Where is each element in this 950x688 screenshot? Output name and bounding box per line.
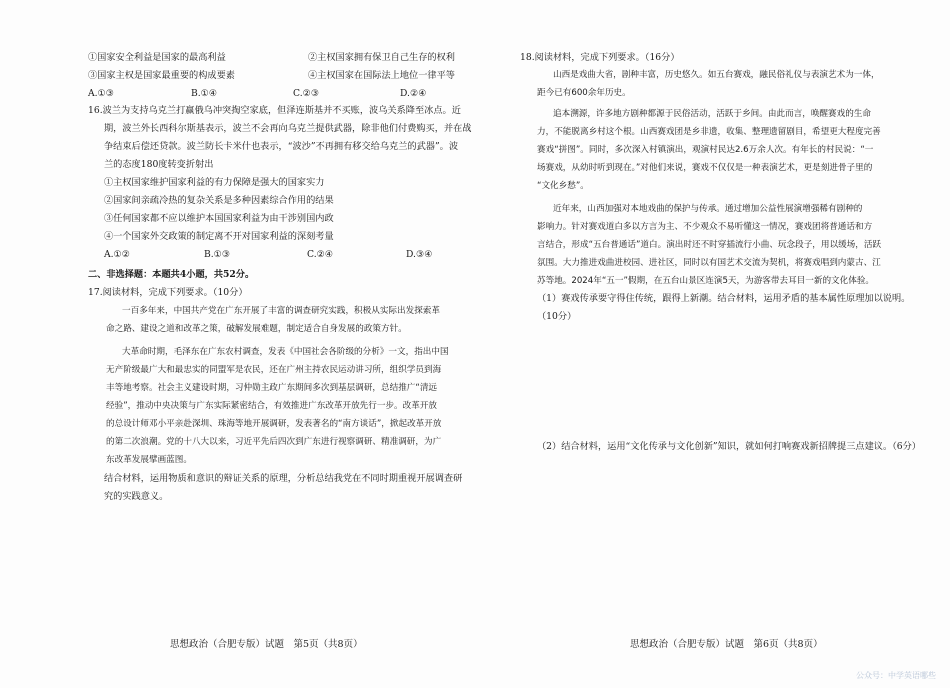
watermark: 公众号：中学英语哪些	[856, 671, 936, 680]
q17-answer-area[interactable]	[104, 510, 464, 625]
q16-stem-line4: 兰的态度180度转变折射出	[104, 159, 214, 170]
q16-item-1: ①主权国家维护国家利益的有力保障是强大的国家实力	[104, 177, 325, 188]
q16-choice-c[interactable]: C.②④	[307, 249, 334, 260]
section-2-heading: 二、非选择题：本题共4小题，共52分。	[88, 269, 255, 280]
q16-stem-line3: 争结束后偿还贷款。波兰防长卡米什也表示，“波沙”不再拥有移交给乌克兰的武器”。波	[104, 141, 459, 152]
q18-sub1-answer-area[interactable]	[537, 330, 917, 435]
q18-para2-line3: 赛戏“拼图”。同时，多次深入村镇演出，观演村民达2.6万余人次。有年长的村民说：“一	[537, 145, 874, 155]
page-5-footer: 思想政治（合肥专版）试题 第5页（共8页）	[170, 639, 363, 650]
q18-sub2-answer-area[interactable]	[537, 460, 917, 625]
q17-title: 17.阅读材料，完成下列要求。（10分）	[88, 287, 248, 298]
q15-item-4: ④主权国家在国际法上地位一律平等	[308, 70, 455, 81]
page-6-footer: 思想政治（合肥专版）试题 第6页（共8页）	[630, 639, 823, 650]
q18-para2-line1: 追本溯源，许多地方剧种都源于民俗活动，活跃于乡间。由此而言，唤醒赛戏的生命	[553, 109, 871, 119]
q18-para1-line2: 距今已有600余年历史。	[537, 88, 631, 98]
q15-item-3: ③国家主权是国家最重要的构成要素	[88, 70, 235, 81]
q16-choice-b[interactable]: B.①③	[204, 249, 231, 260]
q16-item-4: ④一个国家外交政策的制定离不开对国家利益的深刻考量	[104, 231, 334, 242]
q17-para1-line1: 一百多年来，中国共产党在广东开展了丰富的调查研究实践，积极从实际出发探索革	[122, 306, 440, 316]
q18-para3-line1: 近年来，山西加强对本地戏曲的保护与传承。通过增加公益性展演增强稀有剧种的	[553, 204, 863, 214]
q15-choice-c[interactable]: C.②③	[293, 88, 320, 99]
q18-para2-line2: 力，不能脱离乡村这个根。山西赛戏团是乡非遗，收集、整理遗留剧目，希望更大程度完善	[537, 127, 881, 137]
q15-choice-a[interactable]: A.①③	[88, 88, 115, 99]
q16-choice-a[interactable]: A.①②	[104, 249, 131, 260]
q17-para1-line2: 命之路、建设之道和改革之策，破解发展难题，制定适合自身发展的政策方针。	[106, 324, 407, 334]
q16-choice-d[interactable]: D.③④	[406, 249, 433, 260]
q15-item-2: ②主权国家拥有保卫自己生存的权利	[308, 52, 455, 63]
q17-para2-line7: 东改革发展擘画蓝图。	[106, 455, 192, 465]
q17-para2-line3: 丰等地考察。社会主义建设时期，习仲勋主政广东期间多次到基层调研，总结推广“清远	[106, 383, 438, 393]
q18-sub1-line1: （1）赛戏传承要守得住传统，跟得上新潮。结合材料，运用矛盾的基本属性原理加以说明。	[537, 293, 911, 304]
q16-stem-line1: 16.波兰为支持乌克兰打赢俄乌冲突掏空家底，但泽连斯基并不买账，波乌关系降至冰点。近	[88, 105, 461, 116]
q17-para2-line2: 无产阶级最广大和最忠实的同盟军是农民，还在广州主持农民运动讲习所，组织学员到海	[106, 365, 442, 375]
q17-task-line2: 究的实践意义。	[104, 491, 169, 502]
q18-para2-line5: “文化乡愁”。	[537, 181, 589, 191]
q17-task-line1: 结合材料，运用物质和意识的辩证关系的原理，分析总结我党在不同时期重视开展调查研	[104, 473, 463, 484]
q18-sub2: （2）结合材料，运用“文化传承与文化创新”知识，就如何打响赛戏新招牌提三点建议。（6分）	[537, 441, 921, 452]
right-page	[475, 0, 950, 688]
q18-sub1-line2: （10分）	[537, 311, 577, 322]
q17-para2-line6: 的第二次浪潮。党的十八大以来，习近平先后四次到广东进行视察调研、精准调研，为广	[106, 437, 442, 447]
q16-stem-line2: 期，波兰外长西科尔斯基表示，波兰不会再向乌克兰提供武器，除非他们付费购买，并在战	[104, 123, 472, 134]
q18-para1-line1: 山西是戏曲大省，剧种丰富，历史悠久。如五台赛戏，融民俗礼仪与表演艺术为一体，	[553, 70, 880, 80]
q18-para3-line4: 氛围。大力推进戏曲进校园、进社区，同时以有国艺术交流为契机，将赛戏唱到内蒙古、江	[537, 258, 881, 268]
q18-title: 18.阅读材料，完成下列要求。（16分）	[520, 52, 680, 63]
q18-para3-line5: 苏等地。2024年“五一”假期，在五台山景区连演5天，为游客带去耳目一新的文化体验。	[537, 276, 875, 286]
q16-item-3: ③任何国家都不应以维护本国国家利益为由干涉别国内政	[104, 213, 334, 224]
q17-para2-line1: 大革命时期，毛泽东在广东农村调查，发表《中国社会各阶级的分析》一文，指出中国	[122, 347, 449, 357]
q15-item-1: ①国家安全利益是国家的最高利益	[88, 52, 226, 63]
q18-para2-line4: 场赛戏，从幼时听到现在。”对他们来说，赛戏不仅仅是一种表演艺术，更是刻进骨子里的	[537, 163, 873, 173]
q16-item-2: ②国家间亲疏冷热的复杂关系是多种因素综合作用的结果	[104, 195, 334, 206]
q17-para2-line5: 的总设计师邓小平亲赴深圳、珠海等地开展调研，发表著名的“南方谈话”，掀起改革开放	[106, 419, 442, 429]
q15-choice-b[interactable]: B.①④	[191, 88, 218, 99]
q18-para3-line3: 言结合，形成“五台普通话”道白。演出时还不时穿插流行小曲、玩念段子，用以缓场，活跃	[537, 240, 882, 250]
q18-para3-line2: 影响力。针对赛戏道白多以方言为主、不少观众不易听懂这一情况，赛戏团将普通话和方	[537, 222, 873, 232]
q15-choice-d[interactable]: D.②④	[400, 88, 427, 99]
q17-para2-line4: 经验”，推动中央决策与广东实际紧密结合，有效推进广东改革开放先行一步。改革开放	[106, 401, 438, 411]
